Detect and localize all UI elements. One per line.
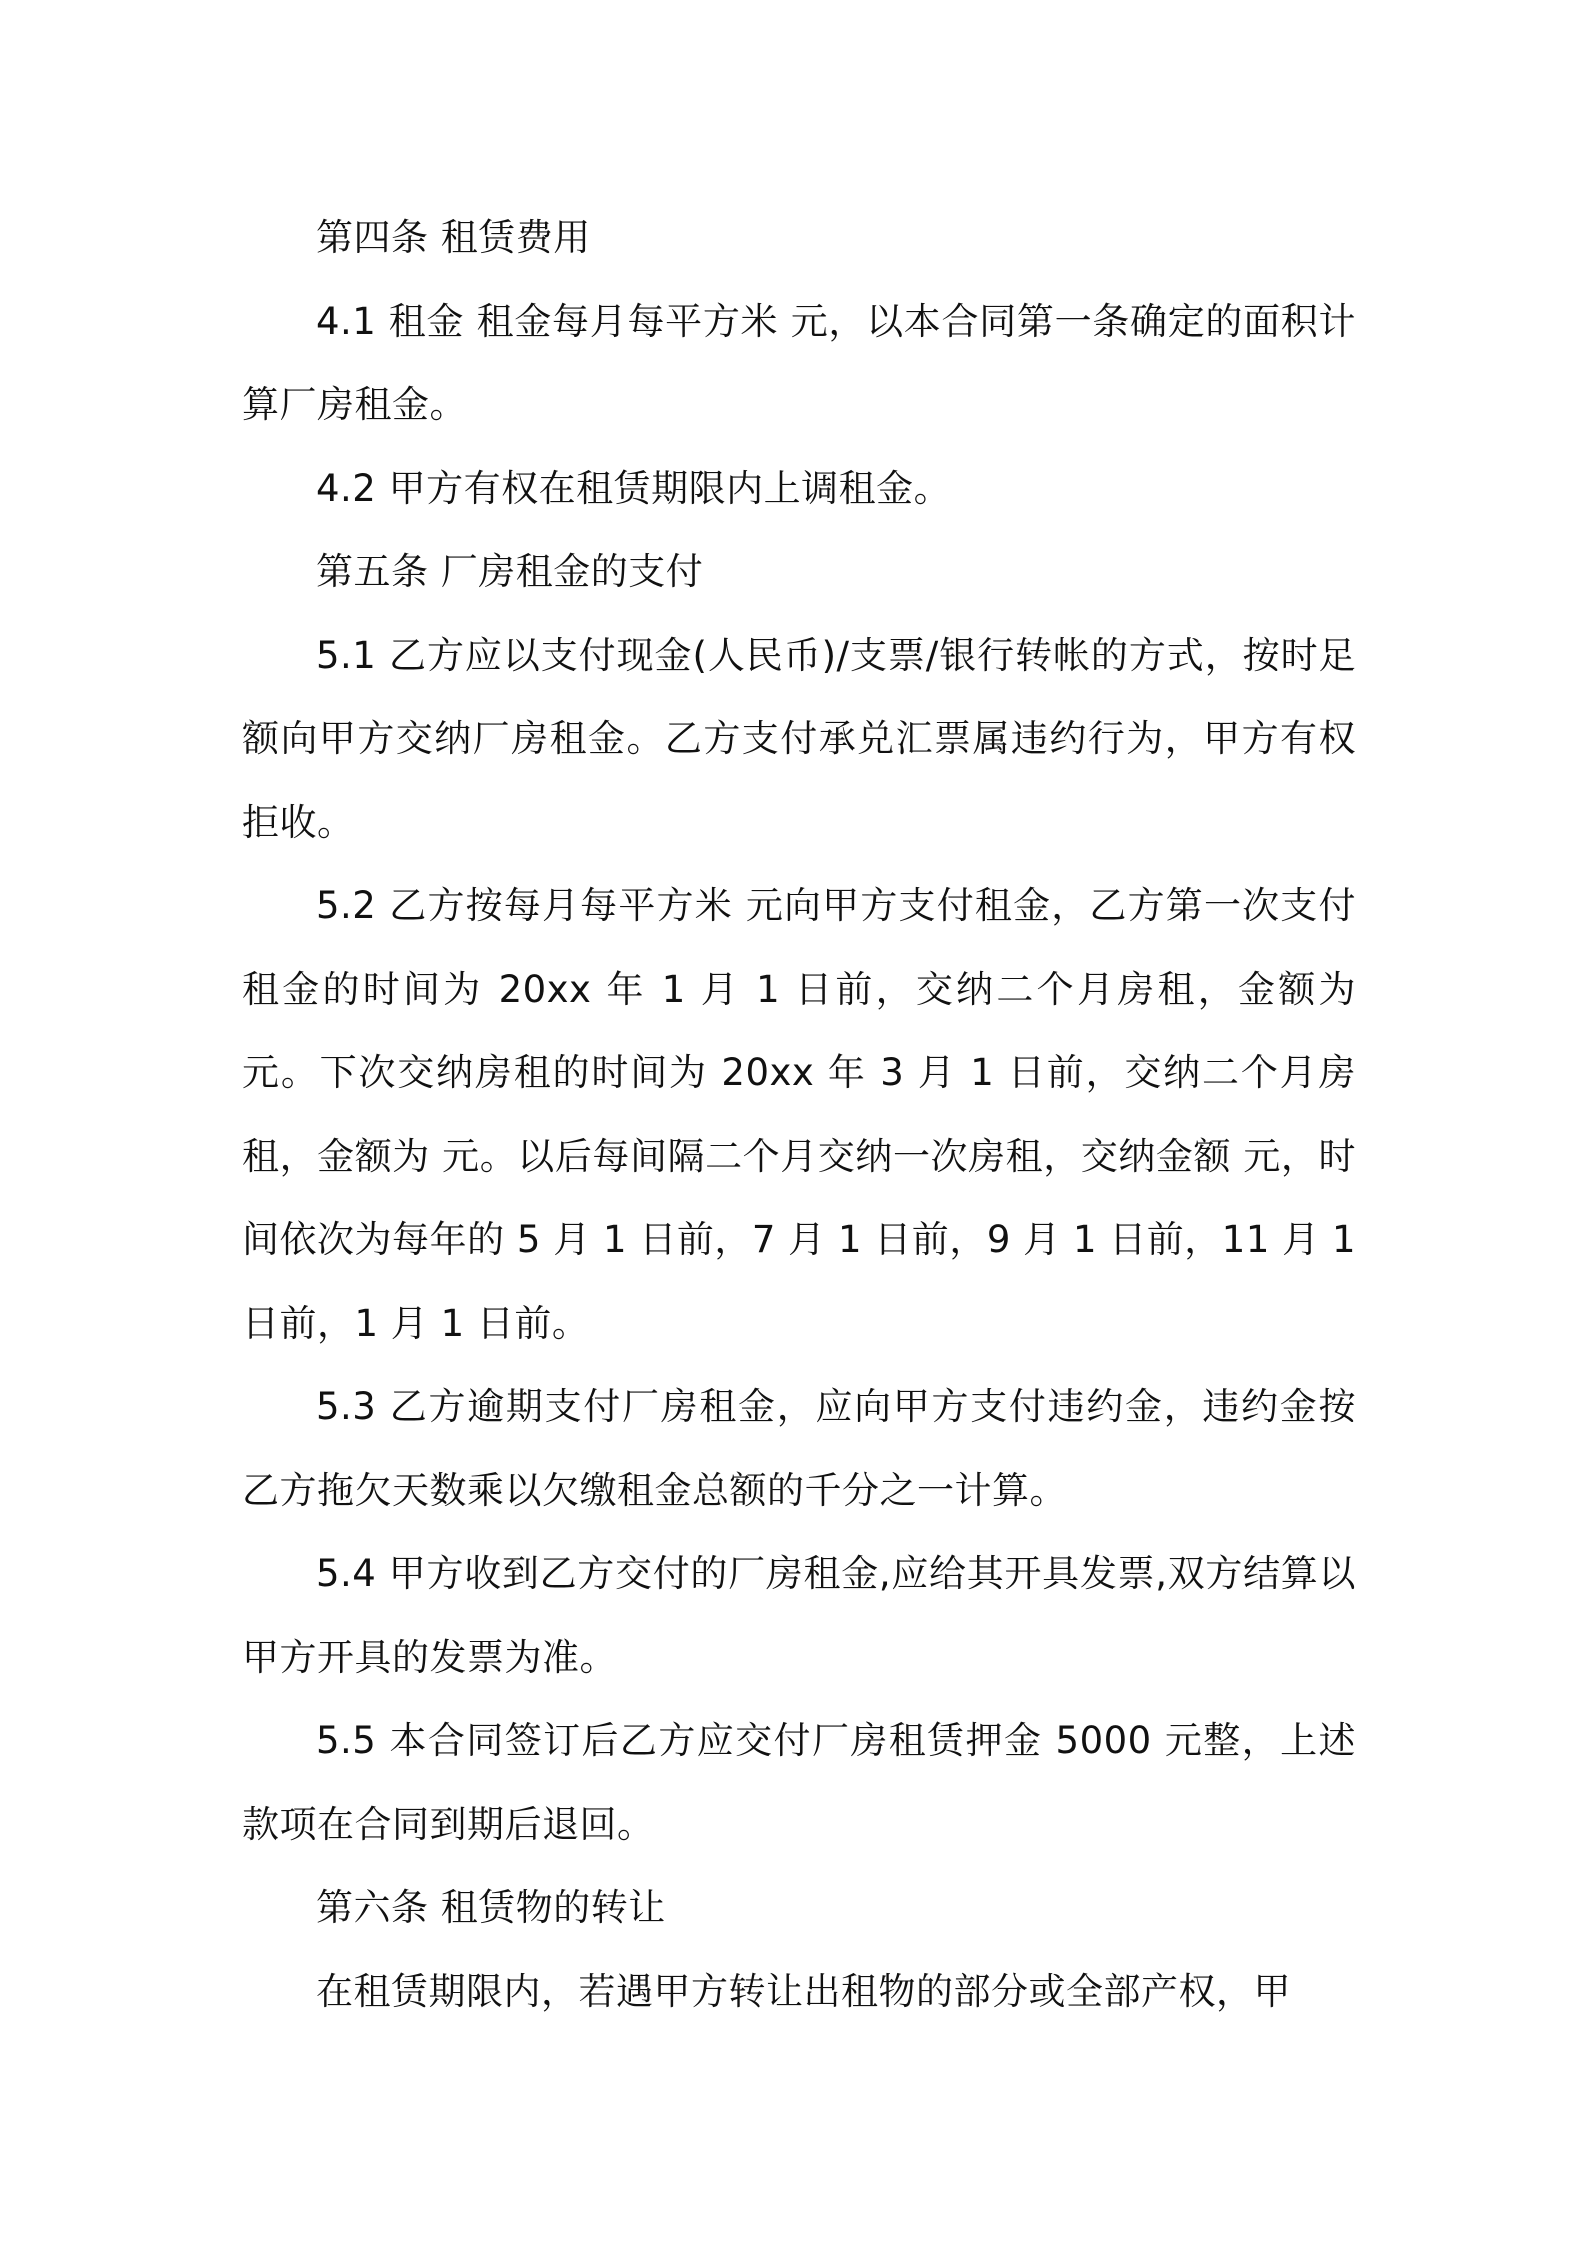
article-5-heading: 第五条 厂房租金的支付 — [316, 550, 704, 593]
article-6-heading: 第六条 租赁物的转让 — [316, 1886, 666, 1929]
article-4-heading: 第四条 租赁费用 — [316, 216, 591, 259]
clause-4-2: 4.2 甲方有权在租赁期限内上调租金。 — [316, 466, 952, 510]
clause-5-3: 5.3 乙方逾期支付厂房租金，应向甲方支付违约金，违约金按乙方拖欠天数乘以欠缴租金总额的千分之一计算。 — [242, 1385, 1356, 1512]
clause-5-1: 5.1 乙方应以支付现金(人民币)/支票/银行转帐的方式，按时足额向甲方交纳厂房租金。乙方支付承兑汇票属违约行为，甲方有权拒收。 — [242, 633, 1356, 844]
clause-5-2: 5.2 乙方按每月每平方米 元向甲方支付租金，乙方第一次支付租金的时间为 20xx 年 1 月 1 日前，交纳二个月房租，金额为 元。下次交纳房租的时间为 20xx 年 3 月 1 日前，交纳二个月房租，金额为 元。以后每间隔二个月交纳一次房租，交纳金额 元，时间依次为每年的 5 月 1 日前，7 月 1 日前，9 月 1 日前，11 月 1 日前，1 月 1 日前。 — [242, 884, 1356, 1345]
clause-4-1: 4.1 租金 租金每月每平方米 元，以本合同第一条确定的面积计算厂房租金。 — [242, 299, 1356, 426]
clause-5-5: 5.5 本合同签订后乙方应交付厂房租赁押金 5000 元整，上述款项在合同到期后退回。 — [242, 1719, 1356, 1846]
article-6-body: 在租赁期限内，若遇甲方转让出租物的部分或全部产权，甲 — [316, 1969, 1291, 2013]
clause-5-4: 5.4 甲方收到乙方交付的厂房租金,应给其开具发票,双方结算以甲方开具的发票为准。 — [242, 1552, 1356, 1679]
